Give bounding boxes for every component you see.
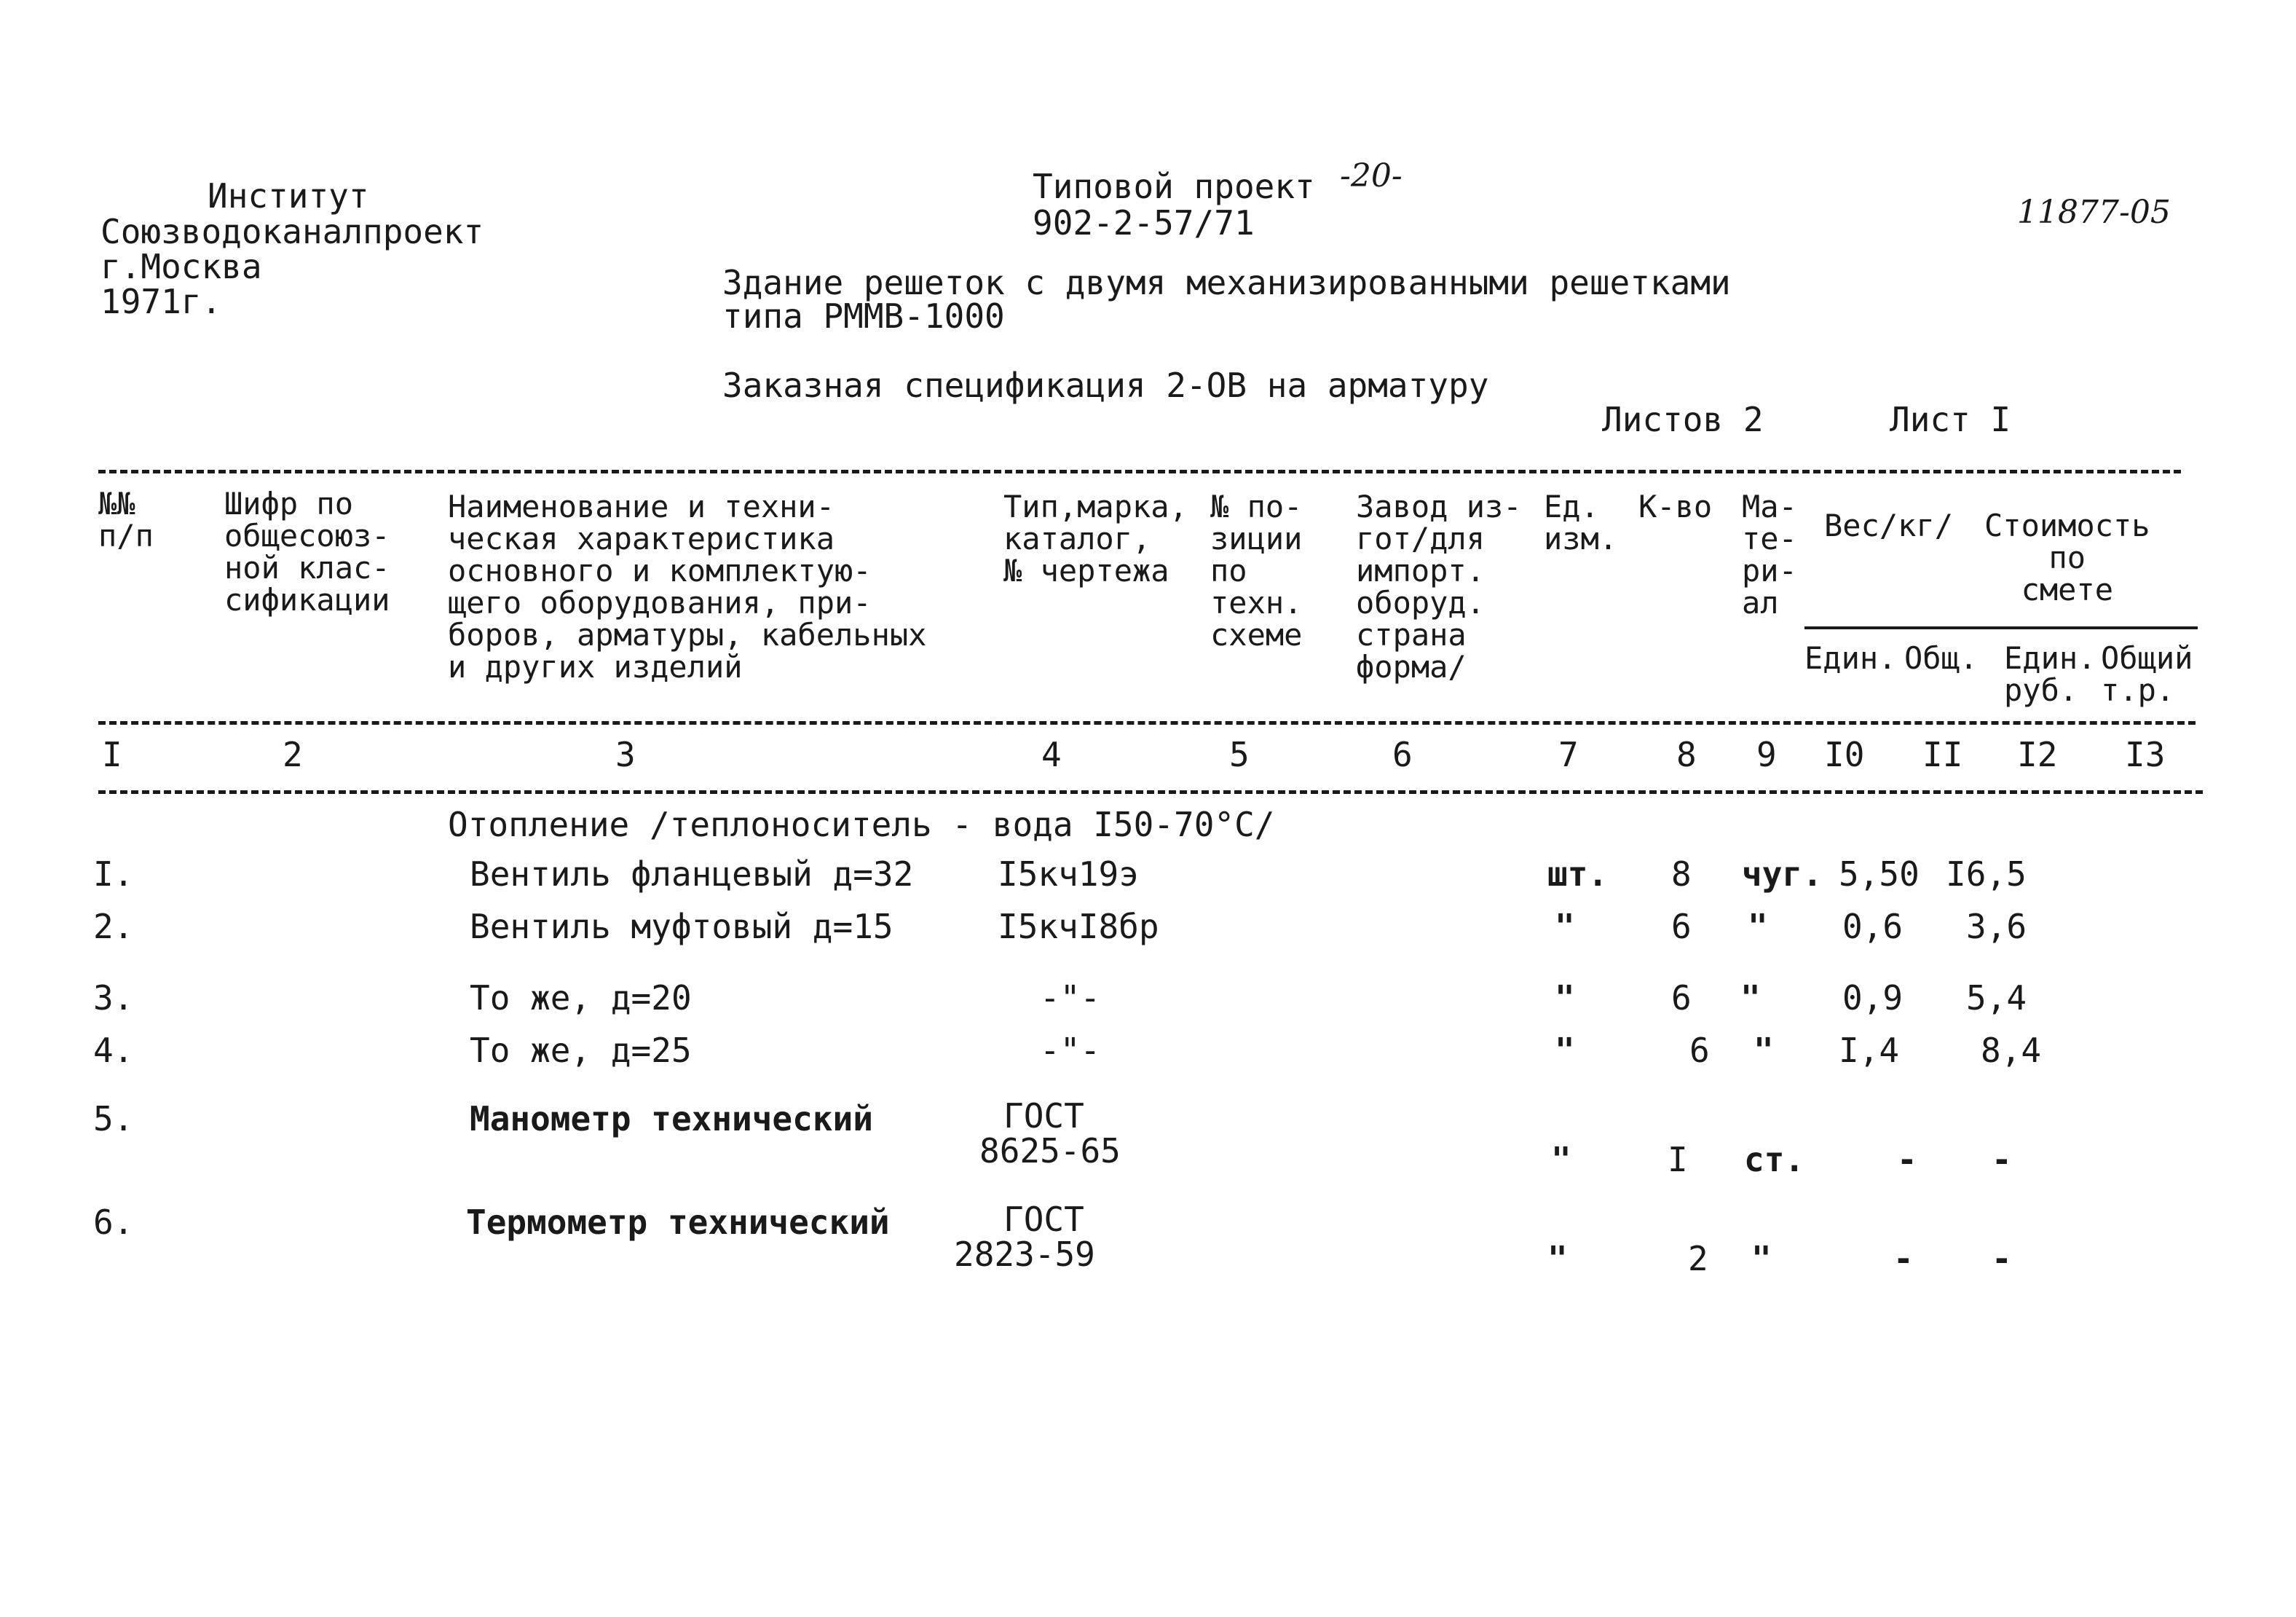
- row-qty: I: [1668, 1140, 1688, 1179]
- row-material: ": [1753, 1031, 1774, 1070]
- institute-line-2: Союзводоканалпроект: [100, 212, 484, 251]
- col-header-10: Един.: [1804, 640, 1897, 676]
- col-header-cost: Стоимость по смете: [1984, 508, 2150, 607]
- col-header-4: Тип,марка, каталог, № чертежа: [1003, 489, 1188, 589]
- row-type: I5кч19э: [998, 854, 1139, 894]
- col-header-3: Наименование и техни- ческая характеристика основного и комплектую- щего оборудования, при- боров, арматуры, кабельных и других изделий: [448, 489, 927, 685]
- row-unit: ": [1547, 1239, 1568, 1278]
- row-material: ": [1748, 907, 1768, 946]
- row-material: ": [1740, 978, 1761, 1018]
- row-weight-total: I6,5: [1946, 854, 2027, 894]
- row-weight-unit: -: [1897, 1140, 1917, 1179]
- col-header-1: №№ п/п: [98, 486, 154, 554]
- page-mark: -20-: [1340, 157, 1403, 194]
- row-number: 3.: [93, 978, 134, 1018]
- stamp-number: 11877-05: [2017, 194, 2171, 231]
- row-material: чуг.: [1742, 854, 1823, 894]
- institute-line-1: Институт: [208, 176, 369, 216]
- row-weight-unit: I,4: [1839, 1031, 1900, 1070]
- row-weight-unit: 0,6: [1842, 907, 1904, 946]
- col-number-1: I: [102, 735, 122, 774]
- row-number: 4.: [93, 1031, 134, 1070]
- col-number-5: 5: [1229, 735, 1250, 774]
- col-header-6: Завод из- гот/для импорт. оборуд. страна форма/: [1356, 489, 1522, 685]
- table-top-rule: [98, 470, 2181, 473]
- row-unit: ": [1555, 1031, 1575, 1070]
- row-name: То же, д=20: [470, 978, 692, 1018]
- row-weight-total: 8,4: [1981, 1031, 2042, 1070]
- row-number: 6.: [93, 1203, 134, 1242]
- row-weight-unit: 0,9: [1842, 978, 1904, 1018]
- col-number-12: I2: [2017, 735, 2058, 774]
- col-number-2: 2: [283, 735, 303, 774]
- title-line-1: Здание решеток с двумя механизированными решетками: [722, 263, 1731, 302]
- row-unit: ": [1555, 978, 1575, 1018]
- title-line-2: типа РММВ-1000: [722, 296, 1005, 336]
- col-number-10: I0: [1824, 735, 1865, 774]
- row-number: 2.: [93, 907, 134, 946]
- col-number-8: 8: [1676, 735, 1697, 774]
- row-weight-unit: -: [1893, 1239, 1914, 1278]
- row-number: I.: [93, 854, 134, 894]
- row-type: ГОСТ: [1003, 1096, 1084, 1136]
- row-number: 5.: [93, 1099, 134, 1138]
- row-type-standard: 8625-65: [979, 1131, 1121, 1171]
- row-type: -"-: [1040, 978, 1101, 1018]
- row-weight-unit: 5,50: [1839, 854, 1920, 894]
- row-type: -"-: [1040, 1031, 1101, 1070]
- institute-line-3: г.Москва: [100, 247, 262, 286]
- col-header-5: № по- зиции по техн. схеме: [1210, 489, 1303, 653]
- col-header-13: Общий т.р.: [2101, 640, 2193, 708]
- col-number-3: 3: [615, 735, 636, 774]
- row-name: Манометр технический: [470, 1099, 873, 1138]
- col-header-12: Един. руб.: [2004, 640, 2096, 708]
- row-qty: 2: [1688, 1239, 1708, 1278]
- row-type-standard: 2823-59: [954, 1235, 1095, 1274]
- col-header-11: Общ.: [1904, 640, 1979, 676]
- row-weight-total: -: [1992, 1140, 2012, 1179]
- col-number-13: I3: [2125, 735, 2166, 774]
- project-number: 902-2-57/71: [1033, 203, 1255, 243]
- row-material: ст.: [1744, 1140, 1805, 1179]
- row-qty: 6: [1671, 978, 1692, 1018]
- project-label: Типовой проект: [1033, 167, 1315, 206]
- row-unit: шт.: [1547, 854, 1609, 894]
- row-type: I5кчI8бр: [998, 907, 1159, 946]
- col-number-6: 6: [1392, 735, 1413, 774]
- spec-title: Заказная спецификация 2-ОВ на арматуру: [722, 366, 1489, 405]
- row-unit: ": [1555, 907, 1575, 946]
- col-header-8: К-во: [1638, 489, 1713, 524]
- col-header-weight: Вес/кг/: [1824, 508, 1954, 543]
- sheets-total: Листов 2: [1602, 400, 1764, 439]
- institute-line-4: 1971г.: [100, 282, 222, 321]
- row-qty: 8: [1671, 854, 1692, 894]
- row-name: То же, д=25: [470, 1031, 692, 1070]
- row-name: Вентиль фланцевый д=32: [470, 854, 914, 894]
- weight-cost-divider: [1804, 626, 2198, 629]
- col-header-2: Шифр по общесоюз- ной клас- сификации: [224, 486, 390, 618]
- row-name: Термометр технический: [466, 1203, 890, 1242]
- row-qty: 6: [1689, 1031, 1710, 1070]
- row-unit: ": [1551, 1140, 1571, 1179]
- numbers-bottom-rule: [98, 790, 2203, 794]
- row-weight-total: 3,6: [1966, 907, 2027, 946]
- row-qty: 6: [1671, 907, 1692, 946]
- row-material: ": [1751, 1239, 1772, 1278]
- row-weight-total: 5,4: [1966, 978, 2027, 1018]
- section-title: Отопление /теплоноситель - вода I50-70°С/: [448, 805, 1275, 844]
- col-number-4: 4: [1041, 735, 1062, 774]
- col-header-7: Ед. изм.: [1544, 489, 1618, 556]
- col-number-11: II: [1922, 735, 1963, 774]
- row-type: ГОСТ: [1003, 1200, 1084, 1239]
- sheet-current: Лист I: [1890, 400, 2011, 439]
- col-number-9: 9: [1756, 735, 1777, 774]
- row-name: Вентиль муфтовый д=15: [470, 907, 893, 946]
- col-number-7: 7: [1558, 735, 1579, 774]
- header-bottom-rule: [98, 721, 2196, 725]
- col-header-9: Ма- те- ри- ал: [1742, 489, 1797, 621]
- row-weight-total: -: [1992, 1239, 2012, 1278]
